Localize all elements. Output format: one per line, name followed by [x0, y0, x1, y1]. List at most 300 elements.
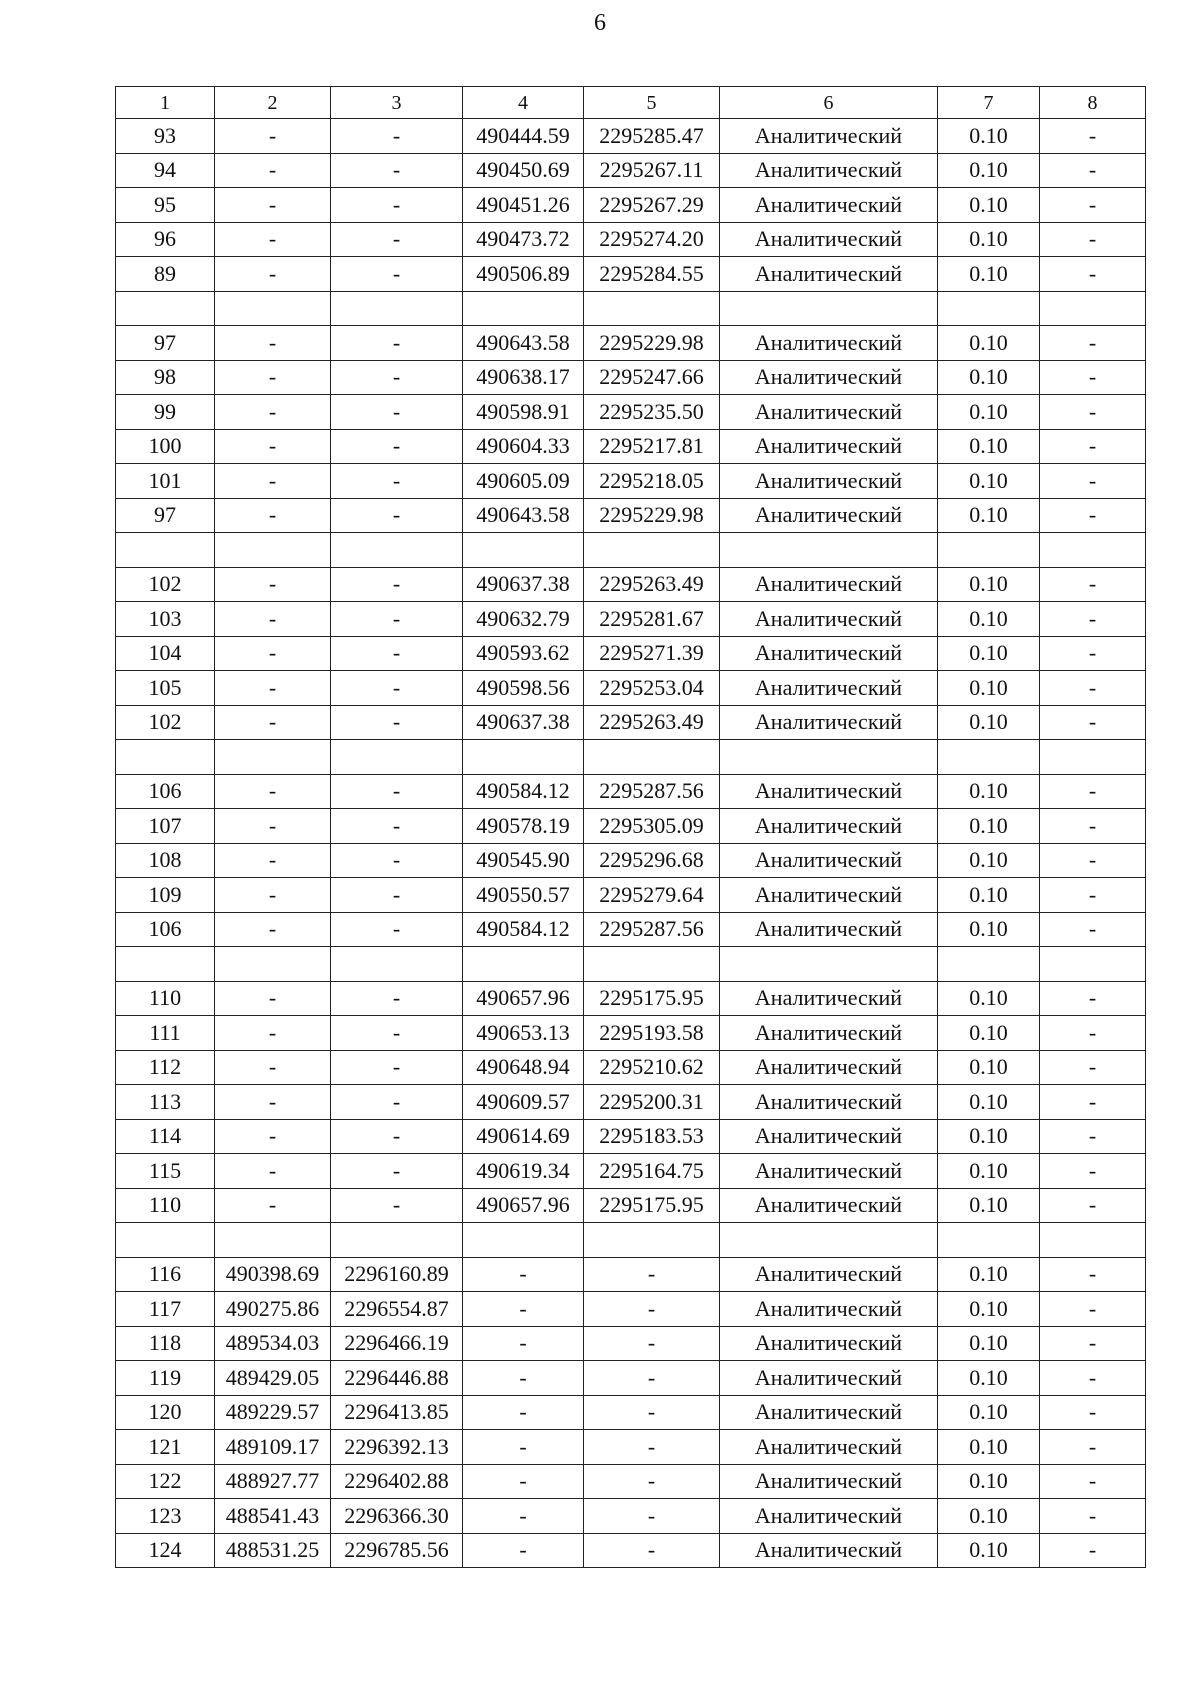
table-cell-col-4: -: [463, 1257, 584, 1292]
table-cell-col-2: 489229.57: [215, 1395, 331, 1430]
table-cell-col-7: 0.10: [938, 1292, 1040, 1327]
table-cell-col-4: 490473.72: [463, 222, 584, 257]
table-cell-col-6: [720, 740, 938, 775]
table-cell-col-5: 2295263.49: [584, 567, 720, 602]
table-cell-col-3: -: [331, 498, 463, 533]
table-cell-col-7: [938, 1223, 1040, 1258]
table-row: [116, 1499, 1146, 1534]
table-row: [116, 1119, 1146, 1154]
table-cell-col-5: 2295296.68: [584, 843, 720, 878]
table-cell-col-4: 490506.89: [463, 257, 584, 292]
table-cell-col-6: Аналитический: [720, 774, 938, 809]
table-cell-col-3: 2296413.85: [331, 1395, 463, 1430]
table-row: [116, 153, 1146, 188]
table-cell-col-4: 490604.33: [463, 429, 584, 464]
column-header-1: 1: [116, 87, 215, 119]
table-cell-col-5: 2295263.49: [584, 705, 720, 740]
table-cell-col-1: 109: [116, 878, 215, 913]
table-row: [116, 912, 1146, 947]
table-cell-col-3: [331, 1223, 463, 1258]
table-cell-col-1: 99: [116, 395, 215, 430]
table-cell-col-7: 0.10: [938, 602, 1040, 637]
table-cell-col-2: -: [215, 636, 331, 671]
table-cell-col-4: -: [463, 1395, 584, 1430]
column-header-8: 8: [1040, 87, 1146, 119]
table-cell-col-2: 488541.43: [215, 1499, 331, 1534]
table-cell-col-3: -: [331, 809, 463, 844]
table-row: [116, 222, 1146, 257]
table-cell-col-4: 490653.13: [463, 1016, 584, 1051]
table-cell-col-6: Аналитический: [720, 1499, 938, 1534]
table-cell-col-8: -: [1040, 1464, 1146, 1499]
table-row: [116, 1188, 1146, 1223]
table-cell-col-8: -: [1040, 1430, 1146, 1465]
table-cell-col-3: -: [331, 981, 463, 1016]
table-cell-col-5: 2295175.95: [584, 981, 720, 1016]
table-cell-col-8: -: [1040, 1016, 1146, 1051]
table-cell-col-2: -: [215, 602, 331, 637]
table-cell-col-1: 101: [116, 464, 215, 499]
table-cell-col-2: -: [215, 257, 331, 292]
table-cell-col-4: 490609.57: [463, 1085, 584, 1120]
table-cell-col-5: 2295305.09: [584, 809, 720, 844]
table-cell-col-8: -: [1040, 1188, 1146, 1223]
table-cell-col-5: 2295229.98: [584, 326, 720, 361]
table-cell-col-5: [584, 947, 720, 982]
table-cell-col-1: [116, 740, 215, 775]
table-cell-col-7: 0.10: [938, 1119, 1040, 1154]
table-cell-col-8: -: [1040, 119, 1146, 154]
table-cell-col-4: 490648.94: [463, 1050, 584, 1085]
table-cell-col-6: Аналитический: [720, 188, 938, 223]
table-cell-col-3: -: [331, 1016, 463, 1051]
table-cell-col-5: 2295210.62: [584, 1050, 720, 1085]
table-cell-col-7: 0.10: [938, 429, 1040, 464]
table-cell-col-1: 102: [116, 705, 215, 740]
table-cell-col-1: 98: [116, 360, 215, 395]
table-cell-col-3: -: [331, 671, 463, 706]
table-cell-col-3: -: [331, 1154, 463, 1189]
table-cell-col-3: -: [331, 464, 463, 499]
table-cell-col-8: [1040, 1223, 1146, 1258]
table-cell-col-2: -: [215, 429, 331, 464]
table-cell-col-4: [463, 740, 584, 775]
table-cell-col-2: -: [215, 878, 331, 913]
table-cell-col-3: -: [331, 636, 463, 671]
table-cell-col-8: [1040, 947, 1146, 982]
table-cell-col-3: [331, 291, 463, 326]
table-cell-col-5: 2295193.58: [584, 1016, 720, 1051]
table-cell-col-7: 0.10: [938, 1085, 1040, 1120]
table-cell-col-1: 121: [116, 1430, 215, 1465]
table-row: [116, 671, 1146, 706]
table-cell-col-3: -: [331, 326, 463, 361]
table-row: [116, 1395, 1146, 1430]
table-cell-col-1: 111: [116, 1016, 215, 1051]
column-header-5: 5: [584, 87, 720, 119]
table-cell-col-7: 0.10: [938, 981, 1040, 1016]
table-cell-col-4: -: [463, 1499, 584, 1534]
table-cell-col-1: 113: [116, 1085, 215, 1120]
table-cell-col-5: 2295267.11: [584, 153, 720, 188]
table-cell-col-8: -: [1040, 188, 1146, 223]
table-cell-col-2: -: [215, 774, 331, 809]
table-cell-col-3: -: [331, 567, 463, 602]
table-cell-col-3: 2296785.56: [331, 1533, 463, 1568]
table-cell-col-7: 0.10: [938, 1257, 1040, 1292]
table-cell-col-4: -: [463, 1292, 584, 1327]
table-cell-col-6: Аналитический: [720, 809, 938, 844]
table-cell-col-6: [720, 533, 938, 568]
table-cell-col-8: -: [1040, 360, 1146, 395]
table-cell-col-6: Аналитический: [720, 119, 938, 154]
table-cell-col-5: 2295200.31: [584, 1085, 720, 1120]
table-cell-col-2: [215, 740, 331, 775]
table-cell-col-5: -: [584, 1292, 720, 1327]
table-cell-col-5: 2295183.53: [584, 1119, 720, 1154]
table-cell-col-7: 0.10: [938, 464, 1040, 499]
table-cell-col-5: 2295175.95: [584, 1188, 720, 1223]
table-cell-col-8: -: [1040, 257, 1146, 292]
table-row: [116, 1533, 1146, 1568]
table-cell-col-2: 488927.77: [215, 1464, 331, 1499]
table-cell-col-5: 2295271.39: [584, 636, 720, 671]
table-cell-col-6: Аналитический: [720, 636, 938, 671]
table-cell-col-5: 2295218.05: [584, 464, 720, 499]
table-cell-col-8: -: [1040, 981, 1146, 1016]
table-cell-col-6: [720, 947, 938, 982]
table-row: [116, 843, 1146, 878]
table-cell-col-1: 103: [116, 602, 215, 637]
table-cell-col-5: 2295287.56: [584, 912, 720, 947]
table-cell-col-4: 490637.38: [463, 705, 584, 740]
table-cell-col-6: Аналитический: [720, 360, 938, 395]
table-cell-col-3: -: [331, 429, 463, 464]
table-cell-col-8: -: [1040, 153, 1146, 188]
table-cell-col-6: Аналитический: [720, 705, 938, 740]
table-cell-col-3: [331, 740, 463, 775]
table-cell-col-7: 0.10: [938, 1533, 1040, 1568]
table-cell-col-2: 488531.25: [215, 1533, 331, 1568]
table-cell-col-8: -: [1040, 1085, 1146, 1120]
table-cell-col-2: -: [215, 1154, 331, 1189]
table-row: [116, 1085, 1146, 1120]
table-cell-col-1: 124: [116, 1533, 215, 1568]
table-cell-col-7: 0.10: [938, 119, 1040, 154]
table-cell-col-6: Аналитический: [720, 1016, 938, 1051]
table-cell-col-1: 118: [116, 1326, 215, 1361]
table-cell-col-6: Аналитический: [720, 222, 938, 257]
separator-row: [116, 1223, 1146, 1258]
table-row: [116, 981, 1146, 1016]
table-cell-col-5: [584, 1223, 720, 1258]
table-cell-col-3: -: [331, 119, 463, 154]
table-cell-col-7: 0.10: [938, 1050, 1040, 1085]
table-cell-col-2: -: [215, 222, 331, 257]
table-cell-col-3: -: [331, 153, 463, 188]
table-cell-col-1: 94: [116, 153, 215, 188]
table-cell-col-6: Аналитический: [720, 464, 938, 499]
table-row: [116, 705, 1146, 740]
table-row: [116, 429, 1146, 464]
table-cell-col-6: Аналитический: [720, 671, 938, 706]
table-cell-col-7: 0.10: [938, 567, 1040, 602]
table-cell-col-5: 2295285.47: [584, 119, 720, 154]
table-cell-col-7: [938, 947, 1040, 982]
table-cell-col-7: 0.10: [938, 326, 1040, 361]
table-cell-col-2: -: [215, 981, 331, 1016]
table-cell-col-1: 123: [116, 1499, 215, 1534]
table-cell-col-5: 2295247.66: [584, 360, 720, 395]
table-cell-col-7: 0.10: [938, 257, 1040, 292]
separator-row: [116, 947, 1146, 982]
table-cell-col-6: Аналитический: [720, 1430, 938, 1465]
table-cell-col-8: -: [1040, 774, 1146, 809]
table-cell-col-7: 0.10: [938, 912, 1040, 947]
table-cell-col-2: -: [215, 188, 331, 223]
table-row: [116, 774, 1146, 809]
table-cell-col-8: -: [1040, 843, 1146, 878]
table-cell-col-4: 490593.62: [463, 636, 584, 671]
table-cell-col-6: Аналитический: [720, 1154, 938, 1189]
table-cell-col-1: 110: [116, 1188, 215, 1223]
table-cell-col-8: -: [1040, 1533, 1146, 1568]
table-cell-col-2: -: [215, 119, 331, 154]
table-cell-col-8: -: [1040, 878, 1146, 913]
table-cell-col-8: -: [1040, 1050, 1146, 1085]
table-row: [116, 1292, 1146, 1327]
table-cell-col-7: 0.10: [938, 1154, 1040, 1189]
table-cell-col-1: 119: [116, 1361, 215, 1396]
table-cell-col-3: -: [331, 395, 463, 430]
table-cell-col-1: 106: [116, 774, 215, 809]
table-cell-col-2: -: [215, 1050, 331, 1085]
table-cell-col-8: -: [1040, 464, 1146, 499]
table-cell-col-2: -: [215, 498, 331, 533]
table-cell-col-3: -: [331, 1085, 463, 1120]
table-cell-col-3: 2296392.13: [331, 1430, 463, 1465]
table-cell-col-4: 490550.57: [463, 878, 584, 913]
table-cell-col-1: 97: [116, 326, 215, 361]
table-cell-col-8: [1040, 740, 1146, 775]
table-row: [116, 1257, 1146, 1292]
table-cell-col-7: 0.10: [938, 809, 1040, 844]
table-cell-col-4: [463, 1223, 584, 1258]
table-cell-col-5: 2295274.20: [584, 222, 720, 257]
table-cell-col-4: [463, 947, 584, 982]
table-cell-col-8: -: [1040, 1119, 1146, 1154]
table-cell-col-2: 489429.05: [215, 1361, 331, 1396]
table-cell-col-4: -: [463, 1361, 584, 1396]
table-row: [116, 257, 1146, 292]
table-cell-col-6: Аналитический: [720, 498, 938, 533]
table-cell-col-3: -: [331, 188, 463, 223]
table-cell-col-5: -: [584, 1464, 720, 1499]
table-cell-col-8: -: [1040, 636, 1146, 671]
table-cell-col-5: 2295253.04: [584, 671, 720, 706]
table-cell-col-6: Аналитический: [720, 1326, 938, 1361]
table-cell-col-1: 117: [116, 1292, 215, 1327]
table-cell-col-1: 112: [116, 1050, 215, 1085]
table-cell-col-4: 490578.19: [463, 809, 584, 844]
table-cell-col-1: 122: [116, 1464, 215, 1499]
table-cell-col-2: -: [215, 567, 331, 602]
table-cell-col-8: -: [1040, 705, 1146, 740]
table-cell-col-1: 108: [116, 843, 215, 878]
column-header-2: 2: [215, 87, 331, 119]
table-cell-col-8: -: [1040, 1499, 1146, 1534]
table-cell-col-5: -: [584, 1430, 720, 1465]
table-row: [116, 602, 1146, 637]
table-cell-col-1: 104: [116, 636, 215, 671]
table-cell-col-4: -: [463, 1326, 584, 1361]
table-cell-col-2: -: [215, 1085, 331, 1120]
column-header-7: 7: [938, 87, 1040, 119]
table-cell-col-8: -: [1040, 1292, 1146, 1327]
table-cell-col-4: 490643.58: [463, 498, 584, 533]
table-cell-col-4: 490598.91: [463, 395, 584, 430]
table-cell-col-2: -: [215, 912, 331, 947]
table-cell-col-5: 2295284.55: [584, 257, 720, 292]
table-cell-col-3: -: [331, 602, 463, 637]
table-cell-col-4: 490584.12: [463, 912, 584, 947]
table-cell-col-7: 0.10: [938, 636, 1040, 671]
table-cell-col-4: 490584.12: [463, 774, 584, 809]
table-cell-col-1: 95: [116, 188, 215, 223]
table-cell-col-6: [720, 291, 938, 326]
table-cell-col-2: -: [215, 671, 331, 706]
table-row: [116, 809, 1146, 844]
table-cell-col-5: 2295164.75: [584, 1154, 720, 1189]
table-row: [116, 498, 1146, 533]
table-cell-col-3: -: [331, 843, 463, 878]
table-cell-col-3: 2296466.19: [331, 1326, 463, 1361]
table-cell-col-4: 490598.56: [463, 671, 584, 706]
table-cell-col-6: Аналитический: [720, 257, 938, 292]
table-cell-col-6: Аналитический: [720, 1464, 938, 1499]
table-cell-col-1: 120: [116, 1395, 215, 1430]
table-cell-col-6: Аналитический: [720, 981, 938, 1016]
table-cell-col-6: Аналитический: [720, 843, 938, 878]
table-cell-col-5: [584, 533, 720, 568]
table-cell-col-8: -: [1040, 498, 1146, 533]
table-cell-col-6: Аналитический: [720, 1257, 938, 1292]
table-cell-col-2: 489534.03: [215, 1326, 331, 1361]
table-cell-col-5: -: [584, 1361, 720, 1396]
table-cell-col-5: 2295229.98: [584, 498, 720, 533]
table-cell-col-7: 0.10: [938, 1499, 1040, 1534]
table-cell-col-8: -: [1040, 1361, 1146, 1396]
column-header-6: 6: [720, 87, 938, 119]
column-header-4: 4: [463, 87, 584, 119]
table-cell-col-4: [463, 533, 584, 568]
table-cell-col-8: [1040, 291, 1146, 326]
table-cell-col-8: -: [1040, 1257, 1146, 1292]
table-cell-col-5: -: [584, 1533, 720, 1568]
table-cell-col-6: Аналитический: [720, 602, 938, 637]
table-cell-col-3: -: [331, 257, 463, 292]
table-cell-col-5: -: [584, 1499, 720, 1534]
table-cell-col-1: 106: [116, 912, 215, 947]
column-header-3: 3: [331, 87, 463, 119]
table-cell-col-2: [215, 291, 331, 326]
table-cell-col-6: Аналитический: [720, 567, 938, 602]
table-cell-col-5: 2295235.50: [584, 395, 720, 430]
table-cell-col-4: 490605.09: [463, 464, 584, 499]
table-cell-col-2: [215, 1223, 331, 1258]
table-cell-col-4: 490619.34: [463, 1154, 584, 1189]
table-cell-col-4: 490637.38: [463, 567, 584, 602]
table-cell-col-3: [331, 533, 463, 568]
table-cell-col-3: [331, 947, 463, 982]
table-cell-col-6: Аналитический: [720, 153, 938, 188]
table-cell-col-7: 0.10: [938, 705, 1040, 740]
table-cell-col-7: 0.10: [938, 843, 1040, 878]
table-cell-col-7: 0.10: [938, 498, 1040, 533]
table-cell-col-4: 490545.90: [463, 843, 584, 878]
table-cell-col-8: -: [1040, 602, 1146, 637]
table-cell-col-7: 0.10: [938, 1430, 1040, 1465]
table-cell-col-7: 0.10: [938, 395, 1040, 430]
separator-row: [116, 740, 1146, 775]
table-row: [116, 1326, 1146, 1361]
table-cell-col-2: -: [215, 843, 331, 878]
table-cell-col-7: 0.10: [938, 153, 1040, 188]
table-row: [116, 1050, 1146, 1085]
table-cell-col-1: 102: [116, 567, 215, 602]
table-cell-col-1: [116, 533, 215, 568]
table-cell-col-3: 2296402.88: [331, 1464, 463, 1499]
table-row: [116, 119, 1146, 154]
table-cell-col-6: Аналитический: [720, 1119, 938, 1154]
table-cell-col-1: 110: [116, 981, 215, 1016]
table-cell-col-4: 490444.59: [463, 119, 584, 154]
table-cell-col-6: Аналитический: [720, 1050, 938, 1085]
table-cell-col-7: 0.10: [938, 360, 1040, 395]
table-row: [116, 1016, 1146, 1051]
table-cell-col-6: Аналитический: [720, 1292, 938, 1327]
table-cell-col-6: Аналитический: [720, 1395, 938, 1430]
table-cell-col-1: 115: [116, 1154, 215, 1189]
separator-row: [116, 533, 1146, 568]
table-cell-col-8: [1040, 533, 1146, 568]
table-cell-col-4: 490657.96: [463, 1188, 584, 1223]
table-cell-col-1: 93: [116, 119, 215, 154]
table-cell-col-6: Аналитический: [720, 878, 938, 913]
table-cell-col-2: -: [215, 360, 331, 395]
table-row: [116, 636, 1146, 671]
table-cell-col-3: -: [331, 360, 463, 395]
table-cell-col-2: [215, 533, 331, 568]
table-cell-col-3: -: [331, 705, 463, 740]
table-cell-col-8: -: [1040, 809, 1146, 844]
table-cell-col-2: 490275.86: [215, 1292, 331, 1327]
table-cell-col-1: [116, 947, 215, 982]
table-cell-col-5: 2295267.29: [584, 188, 720, 223]
table-cell-col-6: Аналитический: [720, 395, 938, 430]
table-cell-col-7: 0.10: [938, 222, 1040, 257]
table-cell-col-5: -: [584, 1395, 720, 1430]
table-cell-col-6: Аналитический: [720, 326, 938, 361]
table-cell-col-4: 490638.17: [463, 360, 584, 395]
table-cell-col-4: 490643.58: [463, 326, 584, 361]
table-row: [116, 1464, 1146, 1499]
table-cell-col-1: 116: [116, 1257, 215, 1292]
table-cell-col-8: -: [1040, 222, 1146, 257]
table-cell-col-7: 0.10: [938, 671, 1040, 706]
table-cell-col-6: Аналитический: [720, 1085, 938, 1120]
table-cell-col-4: -: [463, 1430, 584, 1465]
